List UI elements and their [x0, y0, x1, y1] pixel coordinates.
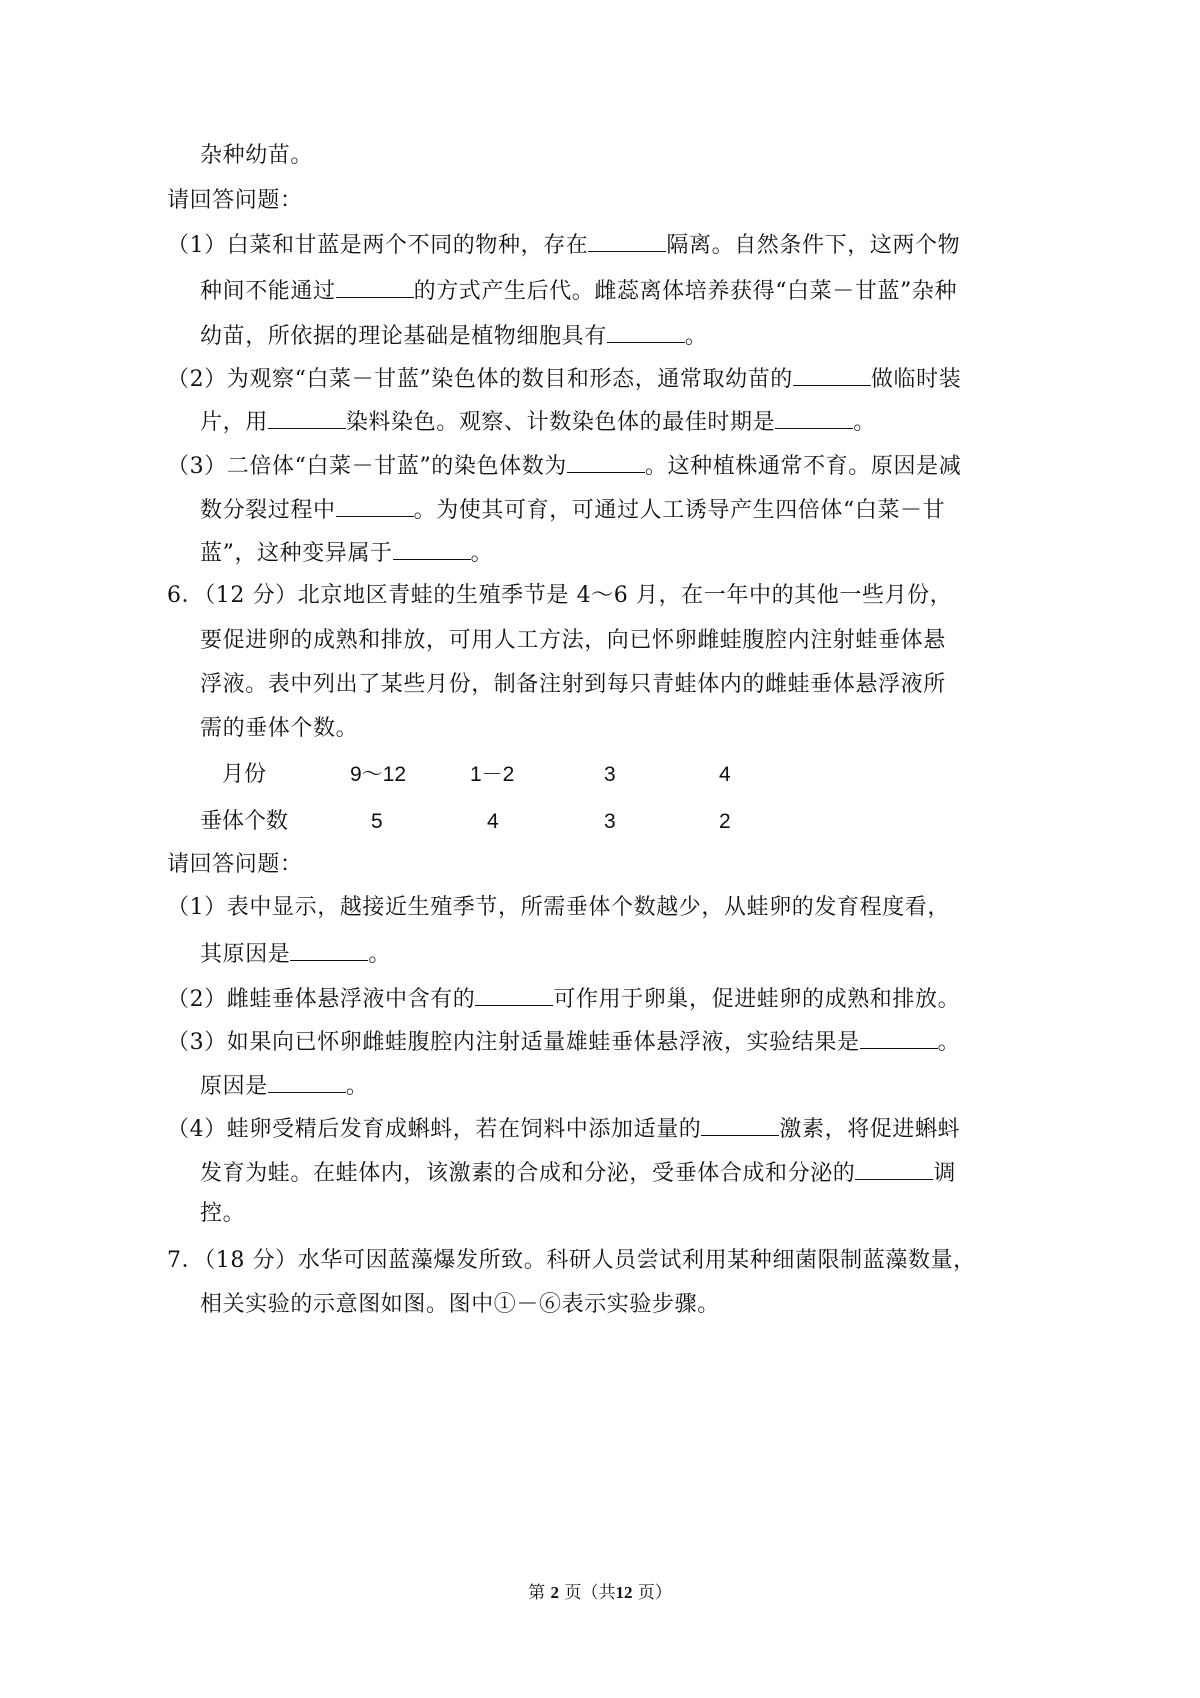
answer-blank[interactable]: [393, 537, 471, 560]
page-number: 2: [550, 1583, 560, 1602]
answer-blank[interactable]: [607, 320, 685, 343]
q6-part4-line1: （4）蛙卵受精后发育成蝌蚪，若在饲料中添加适量的 激素，将促进蝌蚪: [167, 1113, 960, 1145]
text-line: 杂种幼苗。: [200, 143, 314, 168]
q6-stem-line2: 要促进卵的成熟和排放，可用人工方法，向已怀卵雌蛙腹腔内注射蛙垂体悬: [200, 628, 946, 653]
answer-blank[interactable]: [268, 1070, 346, 1093]
q6-part1-line2: 其原因是 。: [200, 938, 391, 970]
table-cell: 5: [371, 810, 383, 833]
q6-part4-line2: 发育为蛙。在蛙体内，该激素的合成和分泌，受垂体合成和分泌的 调: [200, 1157, 956, 1189]
q6-part2-line1: （2）雌蛙垂体悬浮液中含有的 可作用于卵巢，促进蛙卵的成熟和排放。: [167, 983, 960, 1015]
q7-stem-line1: 7．（18 分）水华可因蓝藻爆发所致。科研人员尝试利用某种细菌限制蓝藻数量，: [167, 1248, 976, 1273]
q6-part4-line3: 控。: [200, 1201, 246, 1226]
answer-blank[interactable]: [268, 406, 346, 429]
page-footer: 第 2 页（共12 页）: [528, 1583, 672, 1603]
table-cell: 3: [604, 763, 616, 786]
table-cell: 2: [719, 810, 731, 833]
q6-part1-line1: （1）表中显示，越接近生殖季节，所需垂体个数越少，从蛙卵的发育程度看，: [167, 895, 950, 920]
answer-blank[interactable]: [588, 229, 666, 252]
q5-part2-line2: 片，用 染料染色。观察、计数染色体的最佳时期是 。: [200, 406, 876, 438]
answer-blank[interactable]: [860, 1026, 938, 1049]
q7-stem-line2: 相关实验的示意图如图。图中①－⑥表示实验步骤。: [200, 1292, 720, 1317]
q5-part3-line3: 蓝”，这种变异属于 。: [200, 537, 493, 569]
q6-part3-line1: （3）如果向已怀卵雌蛙腹腔内注射适量雄蛙垂体悬浮液，实验结果是 。: [167, 1026, 960, 1058]
table-cell: 9～12: [350, 763, 407, 786]
prompt-heading: 请回答问题：: [167, 188, 303, 213]
table-cell: 4: [487, 810, 499, 833]
table-cell: 3: [604, 810, 616, 833]
q5-part3-line2: 数分裂过程中 。为使其可育，可通过人工诱导产生四倍体“白菜－甘: [200, 494, 945, 526]
table-cell: 4: [719, 763, 731, 786]
answer-blank[interactable]: [793, 363, 871, 386]
answer-blank[interactable]: [855, 1157, 933, 1180]
q5-part3-line1: （3）二倍体“白菜－甘蓝”的染色体数为 。这种植株通常不育。原因是减: [167, 450, 961, 482]
table-header-label: 月份: [222, 762, 267, 787]
answer-blank[interactable]: [336, 494, 414, 517]
table-row-label: 垂体个数: [200, 809, 289, 834]
answer-blank[interactable]: [775, 406, 853, 429]
q5-part1-line3: 幼苗，所依据的理论基础是植物细胞具有 。: [200, 320, 707, 352]
page-total: 12: [615, 1583, 633, 1602]
q5-part1-line2: 种间不能通过 的方式产生后代。雌蕊离体培养获得“白菜－甘蓝”杂种: [200, 275, 957, 307]
prompt-heading: 请回答问题：: [167, 852, 303, 877]
q5-part2-line1: （2）为观察“白菜－甘蓝”染色体的数目和形态，通常取幼苗的 做临时装: [167, 363, 961, 395]
answer-blank[interactable]: [290, 938, 368, 961]
answer-blank[interactable]: [701, 1113, 779, 1136]
q6-part3-line2: 原因是 。: [200, 1070, 368, 1102]
table-cell: 1－2: [470, 763, 515, 786]
q6-stem-line4: 需的垂体个数。: [200, 716, 359, 741]
q6-stem-line1: 6．（12 分）北京地区青蛙的生殖季节是 4～6 月，在一年中的其他一些月份，: [167, 583, 953, 608]
answer-blank[interactable]: [336, 275, 414, 298]
answer-blank[interactable]: [567, 450, 645, 473]
q5-part1-line1: （1）白菜和甘蓝是两个不同的物种，存在 隔离。自然条件下，这两个物: [167, 229, 960, 261]
q6-stem-line3: 浮液。表中列出了某些月份，制备注射到每只青蛙体内的雌蛙垂体悬浮液所: [200, 672, 946, 697]
answer-blank[interactable]: [475, 983, 553, 1006]
